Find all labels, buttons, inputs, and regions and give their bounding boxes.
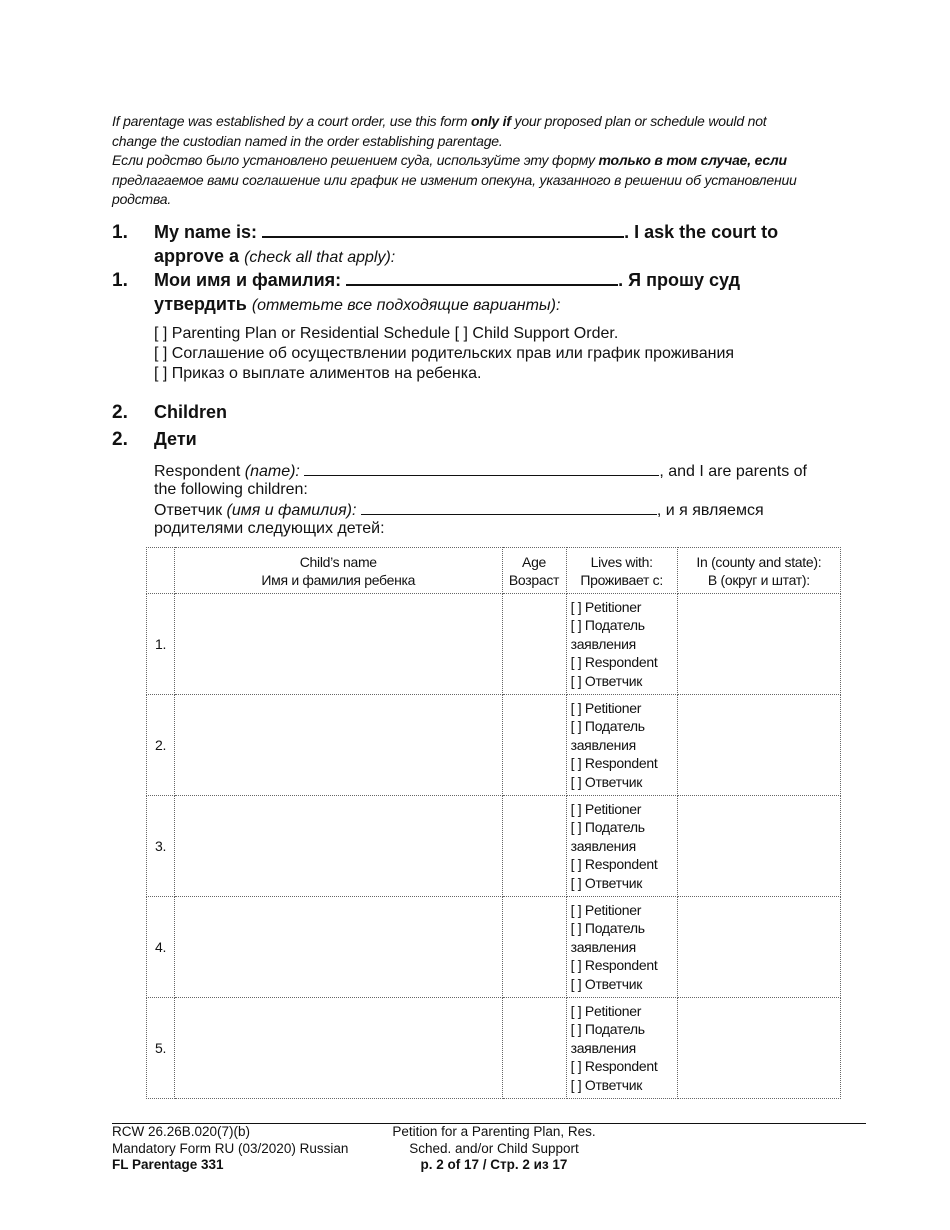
table-row — [147, 998, 841, 1099]
children-table — [146, 547, 841, 1099]
lives-with-option[interactable]: [ ] Respondent — [570, 1058, 658, 1075]
age-cell[interactable] — [502, 998, 566, 1099]
row-number: 1. — [147, 594, 175, 695]
age-cell[interactable] — [502, 897, 566, 998]
lives-with-option[interactable]: [ ] Ответчик — [570, 672, 643, 689]
option-child-support-ru[interactable]: [ ] Приказ о выплате алиментов на ребенка. — [154, 365, 482, 382]
section2-number: 2. — [112, 402, 128, 423]
lives-with-option[interactable]: [ ] Respondent — [570, 856, 658, 873]
lives-with-option[interactable]: [ ] Податель — [570, 819, 645, 836]
row-number: 5. — [147, 998, 175, 1099]
lives-with-cell — [566, 998, 677, 1099]
intro-russian: Если родство было установлено решением суда, используйте эту форму только в том случае, если предлагаемое вами соглашение или график не изменит опекуна, указанного в решении об установлении родства. — [112, 152, 797, 207]
child-name-cell[interactable] — [175, 594, 502, 695]
lives-with-option[interactable]: [ ] Ответчик — [570, 975, 643, 992]
county-state-cell[interactable] — [677, 695, 840, 796]
name-blank-ru[interactable] — [346, 270, 618, 286]
county-state-cell[interactable] — [677, 796, 840, 897]
table-row — [147, 796, 841, 897]
respondent-name-blank-ru[interactable] — [361, 500, 657, 515]
lives-with-option[interactable]: [ ] Petitioner — [570, 1002, 642, 1019]
lives-with-option[interactable]: [ ] Petitioner — [570, 699, 642, 716]
lives-with-option: заявления — [570, 938, 636, 955]
lives-with-option: заявления — [570, 837, 636, 854]
section2-ru-title: Дети — [154, 429, 197, 449]
lives-with-option: заявления — [570, 736, 636, 753]
lives-with-option[interactable]: [ ] Petitioner — [570, 598, 642, 615]
lives-with-option[interactable]: [ ] Податель — [570, 718, 645, 735]
section1-name-line: My name is: . I ask the court to — [154, 222, 779, 242]
intro-english: If parentage was established by a court order, use this form only if your proposed plan or schedule would not change the custodian named in the order establishing parentage. — [112, 113, 767, 149]
lives-with-cell — [566, 796, 677, 897]
header-number — [147, 548, 175, 594]
lives-with-option[interactable]: [ ] Податель — [570, 1021, 645, 1038]
lives-with-option[interactable]: [ ] Податель — [570, 617, 645, 634]
footer-center: Petition for a Parenting Plan, Res. Sched. and/or Child Support p. 2 of 17 / Стр. 2 из 17 — [392, 1124, 596, 1172]
section2-ru-number: 2. — [112, 429, 128, 450]
child-name-cell[interactable] — [175, 695, 502, 796]
respondent-ru-line-2: родителями следующих детей: — [154, 520, 385, 537]
age-cell[interactable] — [502, 796, 566, 897]
child-name-cell[interactable] — [175, 897, 502, 998]
lives-with-option: заявления — [570, 635, 636, 652]
county-state-cell[interactable] — [677, 897, 840, 998]
table-row — [147, 695, 841, 796]
table-header-row — [147, 548, 841, 594]
table-row — [147, 594, 841, 695]
row-number: 3. — [147, 796, 175, 897]
child-name-cell[interactable] — [175, 796, 502, 897]
lives-with-cell — [566, 695, 677, 796]
footer-left: RCW 26.26B.020(7)(b) Mandatory Form RU (03/2020) Russian FL Parentage 331 — [112, 1124, 349, 1172]
header-lives-with: Lives with: Проживает с: — [566, 548, 677, 594]
section1-ru-number: 1. — [112, 270, 128, 291]
option-parenting-plan[interactable]: [ ] Parenting Plan or Residential Schedule [ ] Child Support Order. — [154, 325, 619, 342]
lives-with-option[interactable]: [ ] Petitioner — [570, 800, 642, 817]
county-state-cell[interactable] — [677, 998, 840, 1099]
option-parenting-plan-ru[interactable]: [ ] Соглашение об осуществлении родительских прав или график проживания — [154, 345, 735, 362]
lives-with-option[interactable]: [ ] Ответчик — [570, 773, 643, 790]
intro-note — [112, 112, 812, 210]
section1-approve-line: approve a (check all that apply): — [154, 246, 396, 266]
lives-with-option[interactable]: [ ] Petitioner — [570, 901, 642, 918]
row-number: 2. — [147, 695, 175, 796]
lives-with-option: заявления — [570, 1039, 636, 1056]
row-number: 4. — [147, 897, 175, 998]
header-age: Age Возраст — [502, 548, 566, 594]
lives-with-option[interactable]: [ ] Respondent — [570, 755, 658, 772]
section1-ru-name-line: Мои имя и фамилия: . Я прошу суд — [154, 270, 740, 290]
respondent-line: Respondent (name): , and I are parents of — [154, 463, 807, 480]
header-county-state: In (county and state): В (округ и штат): — [677, 548, 840, 594]
age-cell[interactable] — [502, 695, 566, 796]
county-state-cell[interactable] — [677, 594, 840, 695]
table-row — [147, 897, 841, 998]
respondent-ru-line: Ответчик (имя и фамилия): , и я являемся — [154, 502, 764, 519]
section1-ru-approve-line: утвердить (отметьте все подходящие варианты): — [154, 294, 561, 314]
lives-with-option[interactable]: [ ] Respondent — [570, 957, 658, 974]
lives-with-option[interactable]: [ ] Податель — [570, 920, 645, 937]
respondent-line-2: the following children: — [154, 481, 308, 498]
lives-with-cell — [566, 897, 677, 998]
section2-title: Children — [154, 402, 228, 422]
child-name-cell[interactable] — [175, 998, 502, 1099]
lives-with-option[interactable]: [ ] Respondent — [570, 654, 658, 671]
lives-with-cell — [566, 594, 677, 695]
header-child-name: Child’s name Имя и фамилия ребенка — [175, 548, 502, 594]
name-blank[interactable] — [262, 222, 624, 238]
lives-with-option[interactable]: [ ] Ответчик — [570, 874, 643, 891]
lives-with-option[interactable]: [ ] Ответчик — [570, 1076, 643, 1093]
respondent-name-blank[interactable] — [304, 461, 659, 476]
age-cell[interactable] — [502, 594, 566, 695]
section1-number: 1. — [112, 222, 128, 243]
